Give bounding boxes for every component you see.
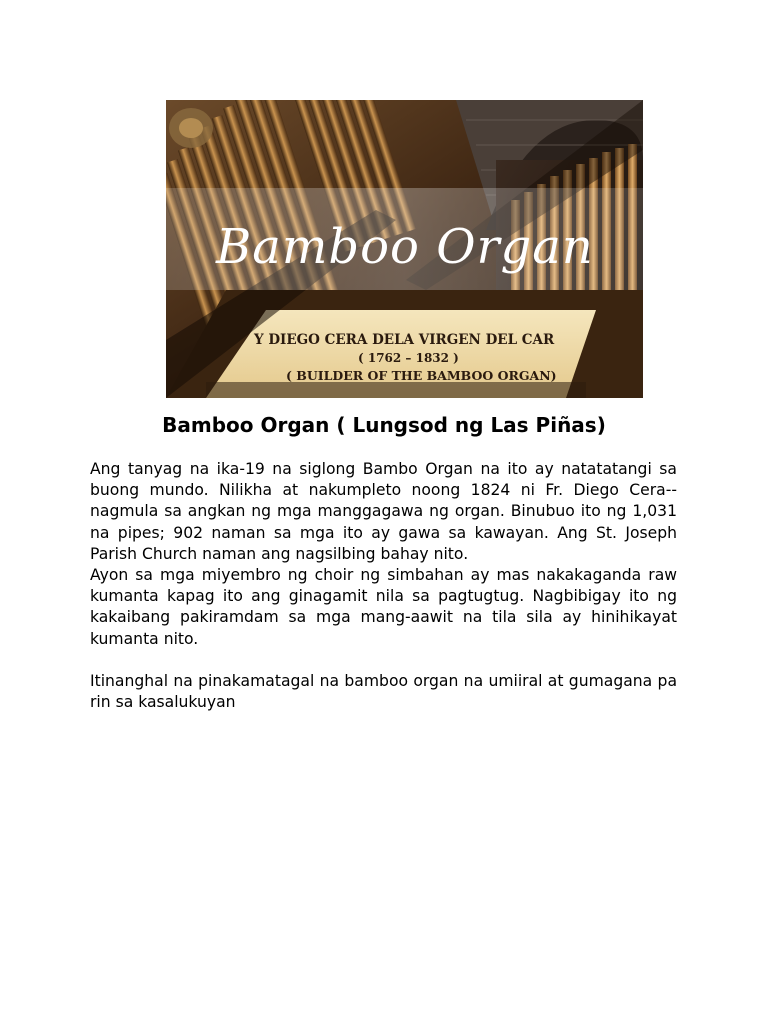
bamboo-organ-collage [166,100,643,398]
plaque-line-1: Y DIEGO CERA DELA VIRGEN DEL CAR [254,332,555,348]
plaque-line-3: ( BUILDER OF THE BAMBOO ORGAN) [286,368,557,383]
paragraph-choir: Ayon sa mga miyembro ng choir ng simbahan ay mas nakakaganda raw kumanta kapag ito ang ginagamit nila sa pagtugtug. Nagbibigay ito ng kakaibang pakiramdam sa mga mang-aawit na tila sila ay hinihikayat kumanta nito. [90,566,677,648]
banner-image [166,100,643,398]
banner-script-title: Bamboo Organ [216,219,594,275]
page-title: Bamboo Organ ( Lungsod ng Las Piñas) [162,413,606,437]
paragraph-history: Ang tanyag na ika-19 na siglong Bambo Organ na ito ay natatatangi sa buong mundo. Nilikha at nakumpleto noong 1824 ni Fr. Diego Cera-- nagmula sa angkan ng mga manggagawa ng organ. Binubuo ito ng 1,031 na pipes; 902 naman sa mga ito ay gawa sa kawayan. Ang St. Joseph Parish Church naman ang nagsilbing bahay nito. [90,460,677,563]
article-body [90,459,677,713]
plaque-line-2: ( 1762 – 1832 ) [358,351,459,365]
paragraph-recognition: Itinanghal na pinakamatagal na bamboo organ na umiiral at gumagana pa rin sa kasalukuyan [90,671,677,712]
